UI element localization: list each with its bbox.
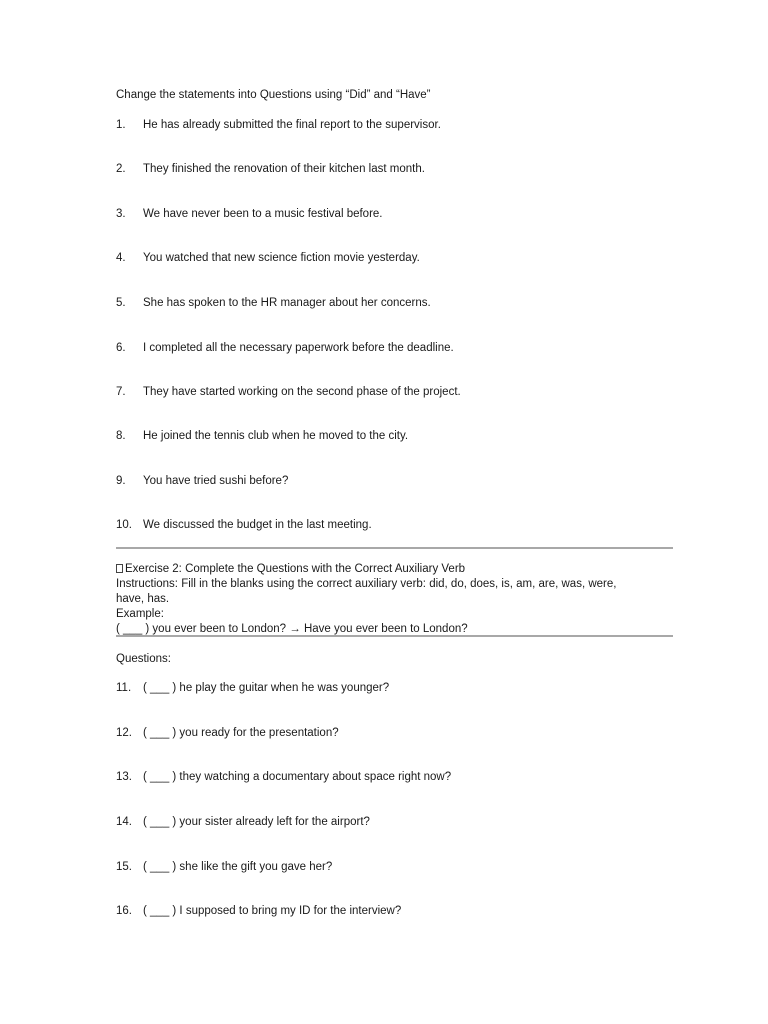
- item-text: We have never been to a music festival before.: [143, 208, 383, 220]
- item-number: 8.: [116, 430, 126, 442]
- item-text: She has spoken to the HR manager about her concerns.: [143, 297, 431, 309]
- item-number: 7.: [116, 386, 126, 398]
- horizontal-divider: [116, 547, 673, 549]
- item-text: ( ___ ) they watching a documentary about space right now?: [143, 771, 452, 783]
- exercise2-heading: Exercise 2: Complete the Questions with the Correct Auxiliary Verb: [125, 563, 466, 575]
- exercise2-instructions: Instructions: Fill in the blanks using the correct auxiliary verb: did, do, does, is, am, are, was, were, have, has.: [116, 578, 617, 605]
- instruction-title: Change the statements into Questions using “Did” and “Have”: [116, 89, 431, 101]
- item-text: He joined the tennis club when he moved to the city.: [143, 430, 409, 442]
- item-number: 10.: [116, 519, 132, 531]
- item-text: I completed all the necessary paperwork before the deadline.: [143, 342, 454, 354]
- item-text: We discussed the budget in the last meeting.: [143, 519, 372, 531]
- item-text: They have started working on the second phase of the project.: [143, 386, 461, 398]
- item-number: 12.: [116, 727, 132, 739]
- item-text: He has already submitted the final report to the supervisor.: [143, 119, 441, 131]
- horizontal-divider: [116, 635, 673, 637]
- item-number: 6.: [116, 342, 126, 354]
- item-text: ( ___ ) your sister already left for the airport?: [143, 816, 370, 828]
- item-number: 9.: [116, 475, 126, 487]
- item-number: 11.: [116, 682, 132, 694]
- example-text: ( ___ ) you ever been to London? → Have you ever been to London?: [116, 623, 468, 635]
- exercise2-block: [116, 562, 636, 637]
- item-number: 2.: [116, 163, 126, 175]
- exercise2-heading-row: [116, 562, 636, 577]
- item-text: ( ___ ) he play the guitar when he was younger?: [143, 682, 390, 694]
- item-text: You have tried sushi before?: [143, 475, 289, 487]
- item-number: 14.: [116, 816, 132, 828]
- item-number: 5.: [116, 297, 126, 309]
- item-text: You watched that new science fiction movie yesterday.: [143, 252, 420, 264]
- questions-label: Questions:: [116, 653, 171, 665]
- item-number: 13.: [116, 771, 132, 783]
- example-label: Example:: [116, 608, 164, 620]
- item-number: 4.: [116, 252, 126, 264]
- item-number: 1.: [116, 119, 126, 131]
- item-text: ( ___ ) you ready for the presentation?: [143, 727, 339, 739]
- item-number: 16.: [116, 905, 132, 917]
- item-number: 3.: [116, 208, 126, 220]
- item-text: ( ___ ) I supposed to bring my ID for the interview?: [143, 905, 402, 917]
- missing-glyph-icon: [116, 564, 123, 573]
- item-text: They finished the renovation of their kitchen last month.: [143, 163, 425, 175]
- item-text: ( ___ ) she like the gift you gave her?: [143, 861, 333, 873]
- item-number: 15.: [116, 861, 132, 873]
